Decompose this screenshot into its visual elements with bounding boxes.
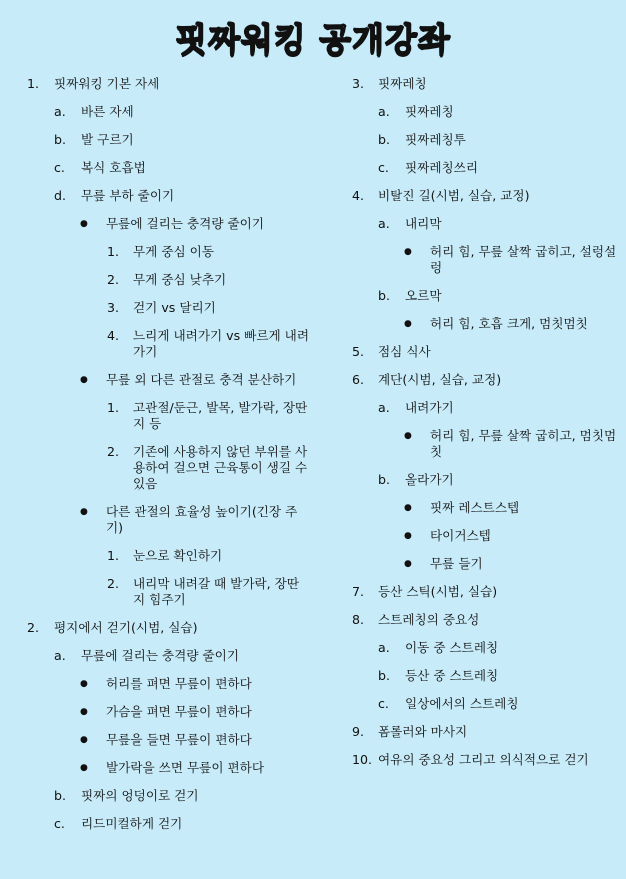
item-marker: 2. bbox=[27, 620, 40, 635]
bullet-icon: ● bbox=[404, 559, 412, 569]
outline-item bbox=[0, 132, 310, 148]
item-text: 내려가기 bbox=[405, 400, 454, 415]
item-text: 무릎 들기 bbox=[430, 556, 483, 571]
outline-item bbox=[0, 704, 310, 720]
outline-item bbox=[0, 648, 310, 664]
item-marker: b. bbox=[378, 132, 390, 147]
outline-item bbox=[330, 316, 626, 332]
item-marker: c. bbox=[54, 160, 65, 175]
outline-item bbox=[330, 132, 626, 148]
item-text: 고관절/둔근, 발목, 발가락, 장딴지 등 bbox=[133, 400, 308, 431]
item-text: 핏짜레칭 bbox=[378, 76, 427, 91]
item-text: 폼롤러와 마사지 bbox=[378, 724, 468, 739]
item-marker: b. bbox=[378, 472, 390, 487]
item-text: 무릎을 들면 무릎이 편하다 bbox=[106, 732, 252, 747]
item-text: 오르막 bbox=[405, 288, 442, 303]
item-text: 허리 힘, 무릎 살짝 굽히고, 멈칫멈칫 bbox=[430, 428, 617, 459]
item-text: 핏짜레칭투 bbox=[405, 132, 466, 147]
bullet-icon: ● bbox=[404, 247, 412, 257]
outline-item bbox=[330, 344, 626, 360]
bullet-icon: ● bbox=[80, 375, 88, 385]
outline-item bbox=[330, 288, 626, 304]
item-text: 올라가기 bbox=[405, 472, 454, 487]
item-text: 등산 스틱(시범, 실습) bbox=[378, 584, 498, 599]
item-marker: b. bbox=[54, 788, 66, 803]
item-marker: 5. bbox=[352, 344, 365, 359]
item-text: 눈으로 확인하기 bbox=[133, 548, 223, 563]
outline-item bbox=[0, 548, 310, 564]
outline-item bbox=[330, 696, 626, 712]
item-text: 허리 힘, 무릎 살짝 굽히고, 설렁설렁 bbox=[430, 244, 617, 275]
item-text: 내리막 bbox=[405, 216, 442, 231]
outline-item bbox=[330, 160, 626, 176]
item-text: 무게 중심 낮추기 bbox=[133, 272, 227, 287]
item-marker: a. bbox=[378, 640, 390, 655]
item-marker: 1. bbox=[107, 400, 120, 415]
item-marker: 1. bbox=[107, 244, 120, 259]
outline-item bbox=[330, 752, 626, 768]
item-text: 바른 자세 bbox=[81, 104, 134, 119]
bullet-icon: ● bbox=[404, 431, 412, 441]
outline-item bbox=[0, 576, 310, 608]
outline-item bbox=[0, 216, 310, 232]
bullet-icon: ● bbox=[80, 219, 88, 229]
item-text: 기존에 사용하지 않던 부위를 사용하여 걸으면 근육통이 생길 수 있음 bbox=[133, 444, 308, 491]
outline-item bbox=[0, 620, 310, 636]
outline-item bbox=[0, 816, 310, 832]
item-text: 리드미컬하게 걷기 bbox=[81, 816, 183, 831]
item-text: 비탈진 길(시범, 실습, 교정) bbox=[378, 188, 530, 203]
item-marker: 3. bbox=[107, 300, 120, 315]
outline-item bbox=[0, 104, 310, 120]
outline-item bbox=[0, 400, 310, 432]
item-marker: 3. bbox=[352, 76, 365, 91]
outline-right-column bbox=[330, 76, 626, 780]
item-marker: a. bbox=[378, 400, 390, 415]
item-marker: 9. bbox=[352, 724, 365, 739]
item-text: 걷기 vs 달리기 bbox=[133, 300, 216, 315]
item-marker: 2. bbox=[107, 444, 120, 459]
item-marker: c. bbox=[378, 160, 389, 175]
item-marker: 1. bbox=[27, 76, 40, 91]
item-text: 핏짜레칭쓰리 bbox=[405, 160, 478, 175]
page-title: 핏짜워킹 공개강좌 bbox=[175, 20, 451, 59]
outline-item bbox=[0, 676, 310, 692]
outline-item bbox=[330, 612, 626, 628]
item-text: 점심 식사 bbox=[378, 344, 431, 359]
item-marker: 4. bbox=[352, 188, 365, 203]
item-text: 계단(시범, 실습, 교정) bbox=[378, 372, 502, 387]
item-marker: 7. bbox=[352, 584, 365, 599]
item-text: 여유의 중요성 그리고 의식적으로 걷기 bbox=[378, 752, 589, 767]
item-marker: 1. bbox=[107, 548, 120, 563]
item-text: 타이거스텝 bbox=[430, 528, 491, 543]
item-text: 핏짜레칭 bbox=[405, 104, 454, 119]
item-text: 무릎에 걸리는 충격량 줄이기 bbox=[81, 648, 239, 663]
outline-item bbox=[330, 472, 626, 488]
bullet-icon: ● bbox=[404, 531, 412, 541]
outline-left-column bbox=[0, 76, 310, 844]
item-marker: b. bbox=[378, 668, 390, 683]
outline-item bbox=[330, 428, 626, 460]
outline-item bbox=[330, 104, 626, 120]
outline-item bbox=[330, 76, 626, 92]
item-text: 내리막 내려갈 때 발가락, 장딴지 힘주기 bbox=[133, 576, 300, 607]
item-text: 무릎 외 다른 관절로 충격 분산하기 bbox=[106, 372, 297, 387]
bullet-icon: ● bbox=[80, 763, 88, 773]
item-text: 평지에서 걷기(시범, 실습) bbox=[54, 620, 198, 635]
item-marker: a. bbox=[378, 104, 390, 119]
item-marker: a. bbox=[54, 648, 66, 663]
outline-item bbox=[330, 528, 626, 544]
outline-item bbox=[0, 244, 310, 260]
item-marker: 2. bbox=[107, 576, 120, 591]
item-text: 허리 힘, 호흡 크게, 멈칫멈칫 bbox=[430, 316, 588, 331]
item-marker: 2. bbox=[107, 272, 120, 287]
bullet-icon: ● bbox=[80, 679, 88, 689]
outline-item bbox=[0, 272, 310, 288]
item-text: 스트레칭의 중요성 bbox=[378, 612, 480, 627]
outline-item bbox=[330, 400, 626, 416]
item-text: 무릎에 걸리는 충격량 줄이기 bbox=[106, 216, 264, 231]
item-text: 일상에서의 스트레칭 bbox=[405, 696, 519, 711]
item-text: 발 구르기 bbox=[81, 132, 134, 147]
outline-item bbox=[330, 216, 626, 232]
outline-item bbox=[0, 160, 310, 176]
outline-item bbox=[330, 500, 626, 516]
outline-item bbox=[330, 556, 626, 572]
outline-item bbox=[0, 504, 310, 536]
item-text: 등산 중 스트레칭 bbox=[405, 668, 499, 683]
outline-item bbox=[0, 188, 310, 204]
item-marker: b. bbox=[378, 288, 390, 303]
item-marker: a. bbox=[378, 216, 390, 231]
outline-item bbox=[0, 732, 310, 748]
item-text: 허리를 펴면 무릎이 편하다 bbox=[106, 676, 252, 691]
item-marker: 6. bbox=[352, 372, 365, 387]
outline-item bbox=[0, 328, 310, 360]
outline-item bbox=[330, 724, 626, 740]
outline-item bbox=[330, 244, 626, 276]
item-text: 핏짜 레스트스텝 bbox=[430, 500, 520, 515]
item-text: 무게 중심 이동 bbox=[133, 244, 214, 259]
bullet-icon: ● bbox=[80, 735, 88, 745]
item-marker: b. bbox=[54, 132, 66, 147]
outline-item bbox=[330, 584, 626, 600]
outline-item bbox=[0, 372, 310, 388]
item-text: 가슴을 펴면 무릎이 편하다 bbox=[106, 704, 252, 719]
item-text: 핏짜워킹 기본 자세 bbox=[54, 76, 160, 91]
item-text: 느리게 내려가기 vs 빠르게 내려가기 bbox=[133, 328, 310, 359]
outline-item bbox=[0, 444, 310, 492]
item-marker: c. bbox=[378, 696, 389, 711]
outline-item bbox=[330, 640, 626, 656]
bullet-icon: ● bbox=[404, 319, 412, 329]
outline-item bbox=[0, 760, 310, 776]
item-text: 발가락을 쓰면 무릎이 편하다 bbox=[106, 760, 264, 775]
outline-item bbox=[330, 668, 626, 684]
outline-item bbox=[0, 300, 310, 316]
outline-item bbox=[0, 76, 310, 92]
item-text: 복식 호흡법 bbox=[81, 160, 146, 175]
outline-item bbox=[0, 788, 310, 804]
bullet-icon: ● bbox=[80, 507, 88, 517]
item-text: 핏짜의 엉덩이로 걷기 bbox=[81, 788, 199, 803]
item-marker: a. bbox=[54, 104, 66, 119]
item-marker: 4. bbox=[107, 328, 120, 343]
item-marker: d. bbox=[54, 188, 66, 203]
item-text: 이동 중 스트레칭 bbox=[405, 640, 499, 655]
outline-item bbox=[330, 188, 626, 204]
item-text: 무릎 부하 줄이기 bbox=[81, 188, 175, 203]
outline-item bbox=[330, 372, 626, 388]
bullet-icon: ● bbox=[404, 503, 412, 513]
item-marker: 8. bbox=[352, 612, 365, 627]
item-marker: c. bbox=[54, 816, 65, 831]
bullet-icon: ● bbox=[80, 707, 88, 717]
item-text: 다른 관절의 효율성 높이기(긴장 주기) bbox=[106, 504, 298, 535]
item-marker: 10. bbox=[352, 752, 373, 767]
